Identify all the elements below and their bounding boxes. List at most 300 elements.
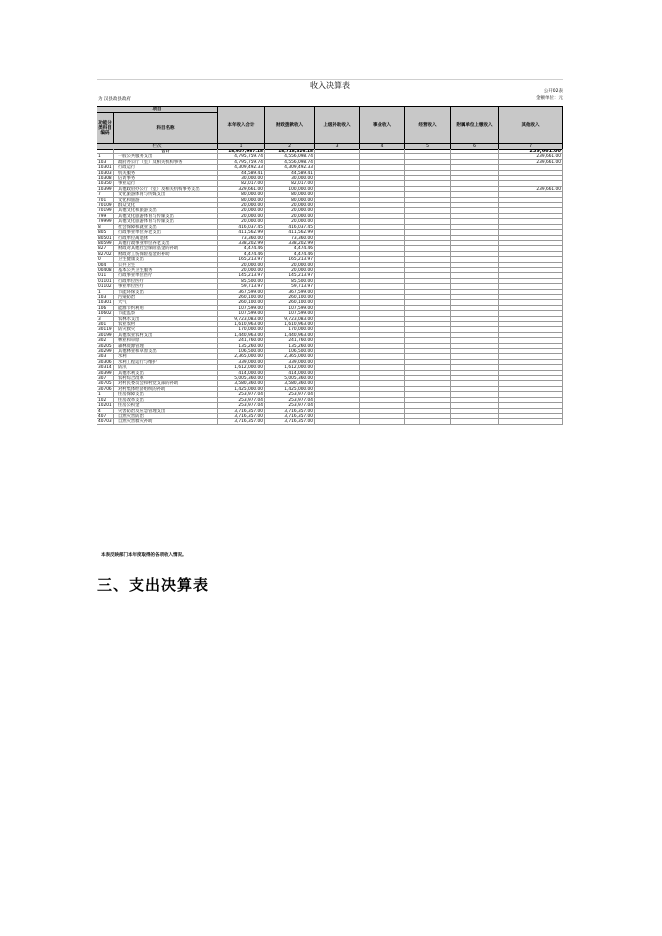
row-code: 30299 [97, 349, 114, 353]
row-income-total: 253,977.04 [218, 398, 265, 402]
row-empty-cell [451, 392, 499, 396]
row-income-total: 1,610,963.00 [218, 322, 265, 326]
row-empty-cell [405, 295, 451, 299]
row-other-income [499, 414, 563, 418]
row-income-total: 260,100.00 [218, 295, 265, 299]
row-name: 群众文化 [114, 203, 218, 207]
row-empty-cell [451, 295, 499, 299]
row-income-total: 20,000.00 [218, 203, 265, 207]
row-other-income [499, 365, 563, 369]
index-3: 3 [315, 144, 360, 150]
row-empty-cell [360, 219, 405, 223]
row-empty-cell [451, 409, 499, 413]
row-empty-cell [315, 392, 360, 396]
total-fiscal: 18,718,326.18 [265, 149, 315, 153]
row-empty-cell [405, 236, 451, 240]
row-code: 102 [97, 398, 114, 402]
row-income-total: 339,000.00 [218, 360, 265, 364]
row-empty-cell [405, 246, 451, 250]
row-empty-cell [405, 279, 451, 283]
row-empty-cell [451, 290, 499, 294]
row-empty-cell [451, 160, 499, 164]
row-empty-cell [315, 252, 360, 256]
row-empty-cell [451, 268, 499, 272]
row-empty-cell [451, 257, 499, 261]
row-fiscal: 145,213.97 [265, 273, 315, 277]
row-other-income [499, 409, 563, 413]
row-empty-cell [451, 414, 499, 418]
index-label: 栏次 [97, 144, 218, 150]
row-empty-cell [315, 327, 360, 331]
row-empty-cell [315, 414, 360, 418]
row-code: 10399 [97, 187, 114, 191]
row-name: 森林资源管理 [114, 344, 218, 348]
row-empty-cell [405, 230, 451, 234]
row-other-income [499, 354, 563, 358]
row-empty-cell [405, 354, 451, 358]
row-empty-cell [360, 192, 405, 196]
row-fiscal: 100,000.00 [265, 187, 315, 191]
row-name: 基本公共卫生服务 [114, 268, 218, 272]
row-fiscal: 1,440,963.00 [265, 333, 315, 337]
row-empty-cell [405, 387, 451, 391]
row-empty-cell [360, 333, 405, 337]
row-name: 行政单位医疗 [114, 279, 218, 283]
row-income-total: 5,005,360.00 [218, 376, 265, 380]
index-6: 6 [451, 144, 499, 150]
row-empty-cell [315, 376, 360, 380]
row-code: 0 [97, 257, 114, 261]
row-code: 80599 [97, 241, 114, 245]
row-name: 能源节约利用 [114, 306, 218, 310]
row-income-total: 4,795,759.74 [218, 154, 265, 158]
row-code: 79999 [97, 219, 114, 223]
row-empty-cell [405, 263, 451, 267]
row-income-total: 367,599.00 [218, 290, 265, 294]
row-income-total: 145,213.97 [218, 273, 265, 277]
row-code: 30706 [97, 387, 114, 391]
row-income-total: 82,017.00 [218, 181, 265, 185]
row-code: 4 [97, 409, 114, 413]
row-name: 行政单位离退休 [114, 236, 218, 240]
row-empty-cell [315, 322, 360, 326]
row-name: 事业单位医疗 [114, 284, 218, 288]
row-code: 82702 [97, 252, 114, 256]
row-empty-cell [315, 268, 360, 272]
row-empty-cell [405, 176, 451, 180]
row-empty-cell [315, 187, 360, 191]
row-empty-cell [315, 349, 360, 353]
row-empty-cell [451, 338, 499, 342]
row-empty-cell [451, 192, 499, 196]
row-empty-cell [360, 300, 405, 304]
row-other-income [499, 257, 563, 261]
row-fiscal: 260,100.00 [265, 300, 315, 304]
row-code: 407 [97, 414, 114, 418]
row-fiscal: 4,474.46 [265, 246, 315, 250]
row-other-income [499, 273, 563, 277]
row-empty-cell [451, 365, 499, 369]
row-empty-cell [360, 322, 405, 326]
row-income-total: 165,213.97 [218, 257, 265, 261]
row-empty-cell [315, 403, 360, 407]
row-empty-cell [451, 187, 499, 191]
row-empty-cell [451, 403, 499, 407]
row-empty-cell [405, 241, 451, 245]
row-income-total: 4,474.46 [218, 246, 265, 250]
row-income-total: 80,000.00 [218, 192, 265, 196]
sheet-top-border [97, 79, 563, 80]
row-empty-cell [315, 381, 360, 385]
row-name: 大气 [114, 300, 218, 304]
row-other-income [499, 371, 563, 375]
row-empty-cell [360, 171, 405, 175]
total-income: 18,957,987.18 [218, 149, 265, 153]
row-empty-cell [315, 246, 360, 250]
row-name: 自然灾害救灾补助 [114, 419, 218, 423]
row-other-income [499, 376, 563, 380]
row-empty-cell [405, 198, 451, 202]
row-code: 70109 [97, 203, 114, 207]
row-fiscal: 4,474.46 [265, 252, 315, 256]
row-empty-cell [360, 154, 405, 158]
row-code: 01102 [97, 284, 114, 288]
row-other-income: 239,661.00 [499, 160, 563, 164]
row-other-income [499, 252, 563, 256]
row-empty-cell [360, 354, 405, 358]
row-code: 10350 [97, 181, 114, 185]
row-code: 01101 [97, 279, 114, 283]
row-empty-cell [360, 295, 405, 299]
row-name: 机关服务 [114, 171, 218, 175]
row-fiscal: 253,977.04 [265, 403, 315, 407]
row-empty-cell [360, 419, 405, 423]
row-income-total: 20,000.00 [218, 208, 265, 212]
row-empty-cell [360, 403, 405, 407]
row-empty-cell [315, 306, 360, 310]
row-fiscal: 414,000.00 [265, 371, 315, 375]
row-income-total: 253,977.04 [218, 403, 265, 407]
row-empty-cell [315, 333, 360, 337]
row-empty-cell [451, 165, 499, 169]
total-label: 合计 [114, 149, 218, 153]
row-fiscal: 44,589.41 [265, 171, 315, 175]
row-empty-cell [360, 371, 405, 375]
row-fiscal: 165,213.97 [265, 257, 315, 261]
row-name: 水利工程运行与维护 [114, 360, 218, 364]
row-code: 7 [97, 192, 114, 196]
row-empty-cell [360, 176, 405, 180]
row-empty-cell [360, 327, 405, 331]
row-code: 799 [97, 214, 114, 218]
row-name: 其他文化旅游体育与传媒支出 [114, 214, 218, 218]
row-empty-cell [315, 165, 360, 169]
header-col-5: 经营收入 [405, 107, 451, 144]
row-fiscal: 30,000.00 [265, 176, 315, 180]
row-empty-cell [405, 208, 451, 212]
row-fiscal: 3,716,357.00 [265, 419, 315, 423]
header-subject-name: 科目名称 [114, 113, 218, 144]
row-empty-cell [451, 284, 499, 288]
row-empty-cell [405, 311, 451, 315]
row-empty-cell [315, 344, 360, 348]
row-code: 30199 [97, 333, 114, 337]
row-name: 其他政府办公厅（室）及相关机构事务支出 [114, 187, 218, 191]
unit-label: 金额单位：元 [536, 96, 563, 101]
row-other-income [499, 295, 563, 299]
row-empty-cell [315, 419, 360, 423]
row-empty-cell [405, 192, 451, 196]
row-name: 住房改革支出 [114, 398, 218, 402]
row-income-total: 20,000.00 [218, 268, 265, 272]
row-empty-cell [451, 349, 499, 353]
row-empty-cell [405, 392, 451, 396]
section-title: 三、支出决算表 [97, 576, 210, 594]
row-income-total: 1,425,000.00 [218, 387, 265, 391]
row-fiscal: 241,760.00 [265, 338, 315, 342]
row-income-total: 338,202.99 [218, 241, 265, 245]
row-code: 302 [97, 338, 114, 342]
row-other-income [499, 317, 563, 321]
row-fiscal: 80,000.00 [265, 198, 315, 202]
row-other-income [499, 203, 563, 207]
row-fiscal: 3,716,357.00 [265, 409, 315, 413]
row-code: 10301 [97, 300, 114, 304]
row-empty-cell [315, 273, 360, 277]
row-empty-cell [405, 414, 451, 418]
row-name: 其他水利支出 [114, 371, 218, 375]
row-fiscal: 5,005,360.00 [265, 376, 315, 380]
row-other-income [499, 279, 563, 283]
row-empty-cell [360, 398, 405, 402]
row-income-total: 2,365,000.00 [218, 354, 265, 358]
row-code: 80501 [97, 236, 114, 240]
row-code: 40703 [97, 419, 114, 423]
row-empty-cell [405, 154, 451, 158]
row-empty-cell [360, 230, 405, 234]
row-name: 其他行政事业单位养老支出 [114, 241, 218, 245]
row-empty-cell [360, 236, 405, 240]
row-fiscal: 3,580,360.00 [265, 381, 315, 385]
row-code: 10308 [97, 176, 114, 180]
row-other-income [499, 327, 563, 331]
row-empty-cell [405, 268, 451, 272]
row-income-total: 30,000.00 [218, 176, 265, 180]
row-other-income [499, 208, 563, 212]
row-empty-cell [405, 349, 451, 353]
row-income-total: 260,100.00 [218, 300, 265, 304]
row-empty-cell [451, 225, 499, 229]
row-empty-cell [360, 279, 405, 283]
row-name: 水利 [114, 354, 218, 358]
row-empty-cell [405, 300, 451, 304]
table-row [97, 419, 563, 424]
row-name: 林业和草原 [114, 338, 218, 342]
row-empty-cell [451, 176, 499, 180]
table-header [97, 106, 563, 150]
table-note: 本表反映部门本年度取得的各项收入情况。 [101, 553, 187, 558]
row-fiscal: 253,977.04 [265, 392, 315, 396]
table-number: 公开02表 [543, 89, 563, 94]
row-empty-cell [451, 241, 499, 245]
row-code: 30306 [97, 360, 114, 364]
row-income-total: 4,309,492.33 [218, 165, 265, 169]
row-empty-cell [315, 214, 360, 218]
row-income-total: 241,760.00 [218, 338, 265, 342]
row-empty-cell [315, 371, 360, 375]
row-empty-cell [360, 349, 405, 353]
row-empty-cell [360, 198, 405, 202]
row-empty-cell [451, 317, 499, 321]
row-other-income [499, 165, 563, 169]
row-name: 政府办公厅（室）及相关机构事务 [114, 160, 218, 164]
row-empty-cell [405, 403, 451, 407]
row-income-total: 44,589.41 [218, 171, 265, 175]
row-fiscal: 80,000.00 [265, 192, 315, 196]
row-empty-cell [405, 419, 451, 423]
row-income-total: 106,500.00 [218, 349, 265, 353]
row-empty-cell [360, 284, 405, 288]
row-empty-cell [405, 257, 451, 261]
row-name: 防汛 [114, 365, 218, 369]
row-empty-cell [315, 198, 360, 202]
row-empty-cell [315, 236, 360, 240]
row-empty-cell [360, 381, 405, 385]
row-income-total: 416,037.45 [218, 225, 265, 229]
row-fiscal: 4,309,492.33 [265, 165, 315, 169]
row-fiscal: 59,713.97 [265, 284, 315, 288]
row-empty-cell [451, 198, 499, 202]
row-empty-cell [405, 371, 451, 375]
row-other-income [499, 176, 563, 180]
row-code: 103 [97, 160, 114, 164]
row-code: 10301 [97, 165, 114, 169]
row-name: 文化旅游体育与传媒支出 [114, 192, 218, 196]
row-empty-cell [360, 376, 405, 380]
row-name: 农村综合改革 [114, 376, 218, 380]
row-empty-cell [315, 300, 360, 304]
row-income-total: 329,661.00 [218, 187, 265, 191]
row-name: 防灾救灾 [114, 327, 218, 331]
header-col-3: 上级补助收入 [315, 107, 360, 144]
row-name: 一般公共服务支出 [114, 154, 218, 158]
row-name: 灾害防治及应急管理支出 [114, 409, 218, 413]
row-empty-cell [360, 246, 405, 250]
row-other-income [499, 171, 563, 175]
row-empty-cell [451, 181, 499, 185]
row-income-total: 107,599.00 [218, 311, 265, 315]
row-fiscal: 260,100.00 [265, 295, 315, 299]
row-empty-cell [360, 311, 405, 315]
row-code: 1 [97, 392, 114, 396]
row-empty-cell [451, 203, 499, 207]
row-name: 行政运行 [114, 165, 218, 169]
row-fiscal: 85,500.00 [265, 279, 315, 283]
row-code: 3 [97, 317, 114, 321]
row-empty-cell [360, 187, 405, 191]
row-income-total: 20,000.00 [218, 214, 265, 218]
row-fiscal: 107,599.00 [265, 306, 315, 310]
row-code: 827 [97, 246, 114, 250]
row-empty-cell [451, 279, 499, 283]
row-empty-cell [315, 360, 360, 364]
row-other-income [499, 268, 563, 272]
row-empty-cell [451, 398, 499, 402]
row-empty-cell [405, 214, 451, 218]
row-other-income [499, 387, 563, 391]
row-empty-cell [360, 360, 405, 364]
row-empty-cell [405, 219, 451, 223]
row-code: 10602 [97, 311, 114, 315]
row-income-total: 4,795,759.74 [218, 160, 265, 164]
row-fiscal: 20,000.00 [265, 203, 315, 207]
row-other-income [499, 398, 563, 402]
header-col-2: 财政拨款收入 [265, 107, 315, 144]
row-empty-cell [405, 376, 451, 380]
row-fiscal: 1,610,963.00 [265, 322, 315, 326]
row-empty-cell [315, 317, 360, 321]
row-other-income [499, 192, 563, 196]
row-fiscal: 367,599.00 [265, 290, 315, 294]
row-empty-cell [315, 230, 360, 234]
row-empty-cell [451, 322, 499, 326]
row-other-income [499, 290, 563, 294]
row-code: 70199 [97, 208, 114, 212]
row-name: 公共卫生 [114, 263, 218, 267]
row-income-total: 3,716,357.00 [218, 414, 265, 418]
row-empty-cell [360, 160, 405, 164]
row-code: 00408 [97, 268, 114, 272]
row-other-income [499, 338, 563, 342]
row-empty-cell [315, 192, 360, 196]
row-empty-cell [360, 165, 405, 169]
row-other-income [499, 236, 563, 240]
row-empty-cell [451, 376, 499, 380]
row-empty-cell [360, 290, 405, 294]
row-other-income [499, 381, 563, 385]
row-code: 004 [97, 263, 114, 267]
row-empty-cell [451, 263, 499, 267]
row-empty-cell [405, 398, 451, 402]
row-empty-cell [360, 241, 405, 245]
row-empty-cell [405, 327, 451, 331]
row-empty-cell [451, 371, 499, 375]
row-empty-cell [360, 387, 405, 391]
row-other-income [499, 360, 563, 364]
row-name: 文化和旅游 [114, 198, 218, 202]
row-empty-cell [315, 290, 360, 294]
row-empty-cell [405, 273, 451, 277]
row-empty-cell [405, 171, 451, 175]
row-income-total: 4,474.46 [218, 252, 265, 256]
row-other-income [499, 311, 563, 315]
row-empty-cell [315, 257, 360, 261]
row-code: 30205 [97, 344, 114, 348]
row-empty-cell [451, 306, 499, 310]
row-empty-cell [360, 409, 405, 413]
row-empty-cell [405, 225, 451, 229]
row-empty-cell [451, 230, 499, 234]
row-code: 30399 [97, 371, 114, 375]
row-empty-cell [315, 219, 360, 223]
row-other-income [499, 284, 563, 288]
row-code: 1 [97, 154, 114, 158]
row-code: 303 [97, 354, 114, 358]
row-code: 701 [97, 198, 114, 202]
row-name: 污染防治 [114, 295, 218, 299]
row-empty-cell [360, 317, 405, 321]
row-name: 农林水支出 [114, 317, 218, 321]
